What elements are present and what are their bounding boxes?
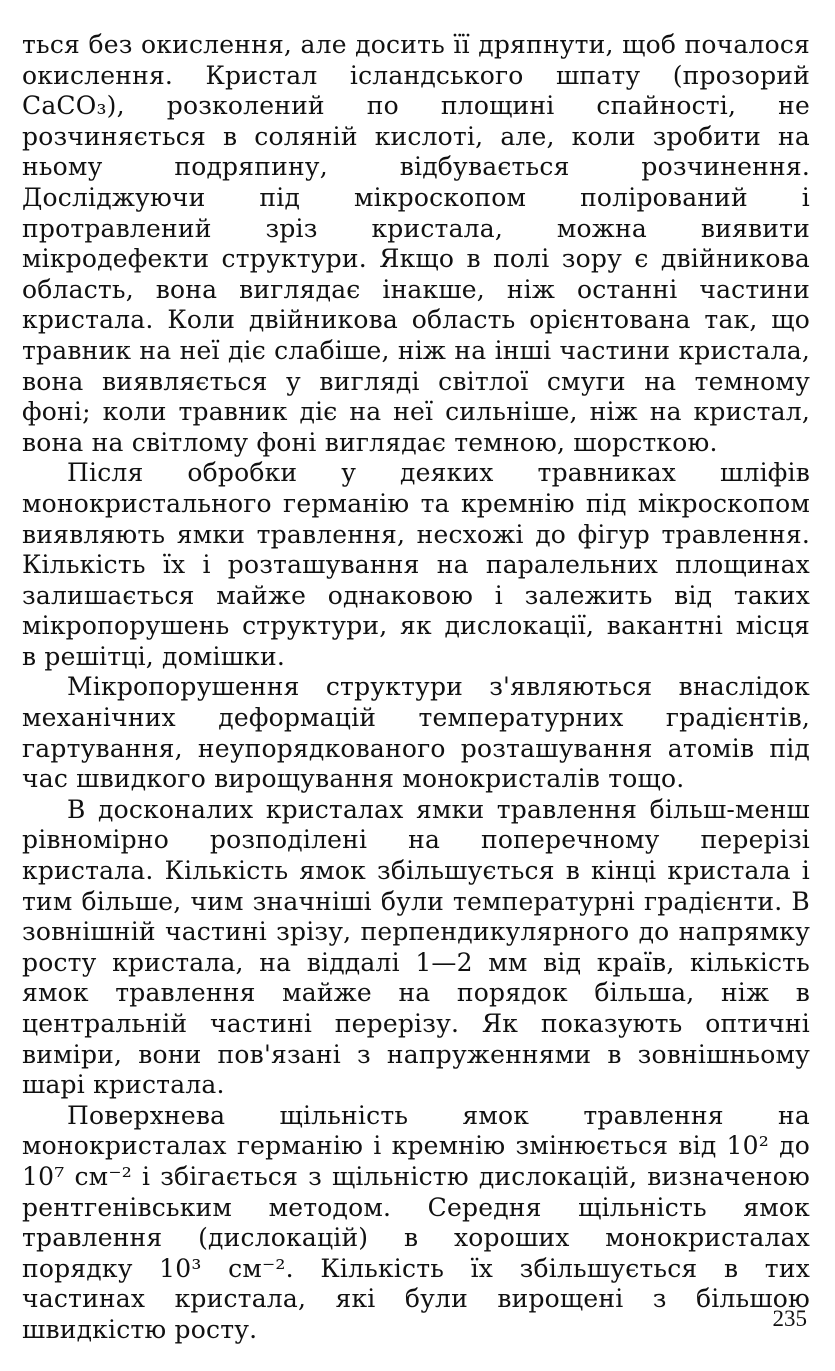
paragraph-2: Після обробки у деяких травниках шліфів монокристального германію та кремнію під мікроскопом виявляють ямки травлення, несхожі до фігур травлення. Кількість їх і розташування на паралельних площинах залишається майже однаковою і залежить від таких мікропорушень структури, як дислокації, вакантні місця в решітці, домішки. — [22, 458, 810, 671]
paragraph-1: ться без окислення, але досить її дряпнути, щоб почалося окислення. Кристал ісландського шпату (прозорий CaCO₃), розколений по площині спайності, не розчиняється в соляній кислоті, але, коли зробити на ньому подряпину, відбувається розчинення. Досліджуючи під мікроскопом полірований і протравлений зріз кристала, можна виявити мікродефекти структури. Якщо в полі зору є двійникова область, вона виглядає інакше, ніж останні частини кристала. Коли двійникова область орієнтована так, що травник на неї діє слабіше, ніж на інші частини кристала, вона виявляється у вигляді світлої смуги на темному фоні; коли травник діє на неї сильніше, ніж на кристал, вона на світлому фоні виглядає темною, шорсткою. — [22, 30, 810, 457]
paragraph-3: Мікропорушення структури з'являються внаслідок механічних деформацій температурних градієнтів, гартування, неупорядкованого розташування атомів під час швидкого вирощування монокристалів тощо. — [22, 672, 810, 794]
page-number: 235 — [772, 1306, 807, 1331]
paragraph-5: Поверхнева щільність ямок травлення на монокристалах германію і кремнію змінюється від 10² до 10⁷ см⁻² і збігається з щільністю дислокацій, визначеною рентгенівським методом. Середня щільність ямок травлення (дислокацій) в хороших монокристалах порядку 10³ см⁻². Кількість їх збільшується в тих частинах кристала, які були вирощені з більшою швидкістю росту. — [22, 1100, 810, 1344]
paragraph-4: В досконалих кристалах ямки травлення більш-менш рівномірно розподілені на поперечному перерізі кристала. Кількість ямок збільшується в кінці кристала і тим більше, чим значніші були температурні градієнти. В зовнішній частині зрізу, перпендикулярного до напрямку росту кристала, на віддалі 1—2 мм від країв, кількість ямок травлення майже на порядок більша, ніж в центральній частині перерізу. Як показують оптичні виміри, вони пов'язані з напруженнями в зовнішньому шарі кристала. — [22, 794, 810, 1100]
page-text — [22, 30, 810, 1346]
